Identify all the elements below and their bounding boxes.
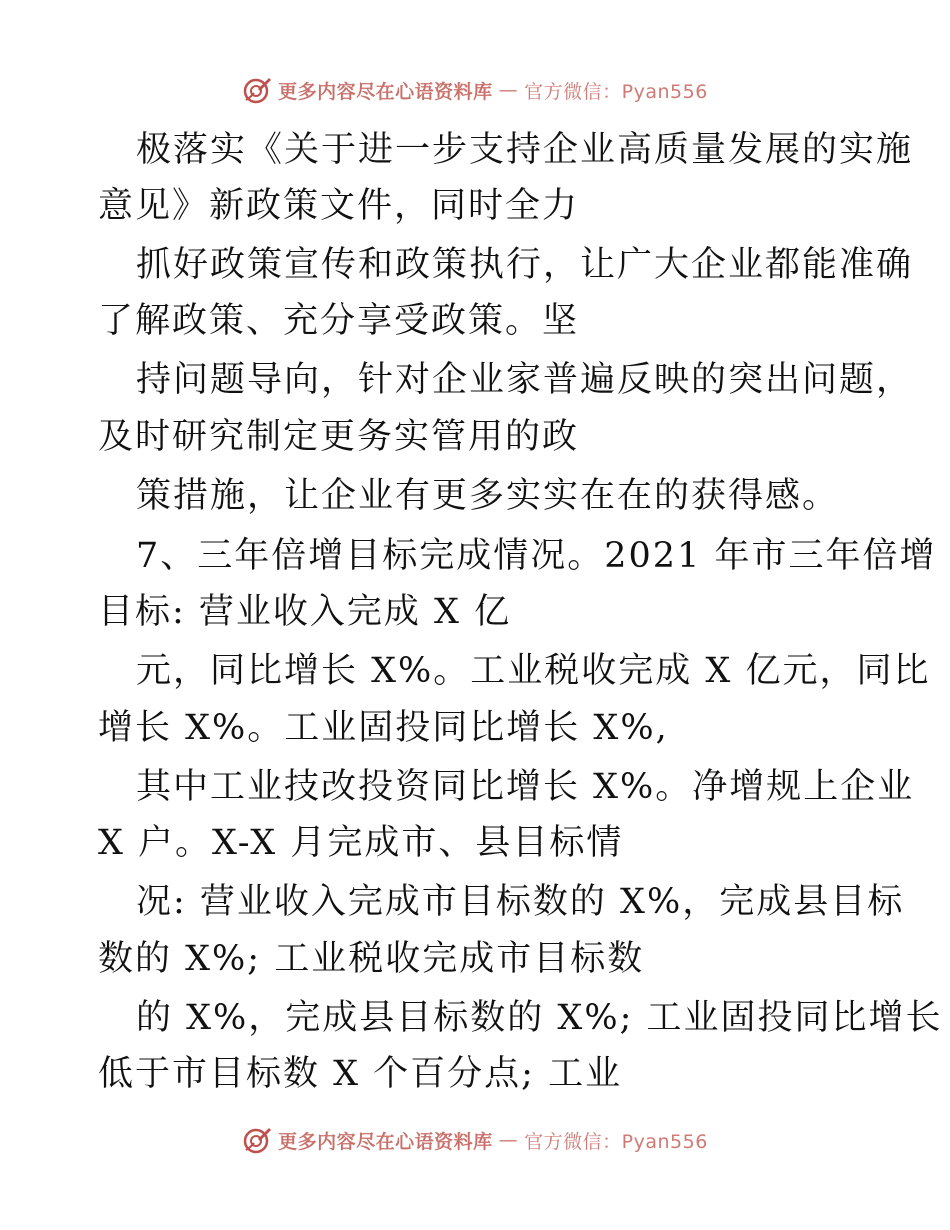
body-line: 意见》新政策文件，同时全力	[98, 186, 580, 226]
footer-watermark-banner	[0, 1120, 950, 1160]
body-line: 抓好政策宣传和政策执行，让广大企业都能准确	[136, 245, 914, 285]
body-line: 其中工业技改投资同比增长 X%。净增规上企业	[136, 767, 915, 807]
body-line: 增长 X%。工业固投同比增长 X%,	[98, 708, 669, 748]
pen-logo-icon	[242, 1125, 272, 1155]
body-line: 数的 X%; 工业税收完成市目标数	[98, 939, 645, 979]
watermark-contact-text: 官方微信：Pyan556	[524, 1130, 708, 1153]
body-line: 及时研究制定更务实管用的政	[98, 417, 580, 457]
watermark-separator: —	[498, 1129, 519, 1151]
body-line: 的 X%，完成县目标数的 X%; 工业固投同比增长	[136, 998, 943, 1038]
body-line: 7、三年倍增目标完成情况。2021 年市三年倍增	[136, 536, 937, 576]
body-line: 策措施，让企业有更多实实在在的获得感。	[136, 476, 840, 516]
body-line: 低于市目标数 X 个百分点; 工业	[98, 1054, 623, 1094]
body-line: 极落实《关于进一步支持企业高质量发展的实施	[136, 130, 914, 170]
body-line: X 户。X-X 月完成市、县目标情	[98, 823, 624, 863]
header-watermark-banner	[0, 70, 950, 110]
watermark-main-text: 更多内容尽在心语资料库	[278, 80, 493, 103]
body-line: 了解政策、充分享受政策。坚	[98, 301, 580, 341]
watermark-contact-text: 官方微信：Pyan556	[524, 80, 708, 103]
watermark-separator: —	[498, 79, 519, 101]
body-line: 持问题导向，针对企业家普遍反映的突出问题，	[136, 360, 914, 400]
body-line: 元，同比增长 X%。工业税收完成 X 亿元，同比	[136, 651, 931, 691]
watermark-main-text: 更多内容尽在心语资料库	[278, 1130, 493, 1153]
body-line: 况: 营业收入完成市目标数的 X%，完成县目标	[136, 882, 905, 922]
body-line: 目标: 营业收入完成 X 亿	[98, 592, 512, 632]
pen-logo-icon	[242, 75, 272, 105]
